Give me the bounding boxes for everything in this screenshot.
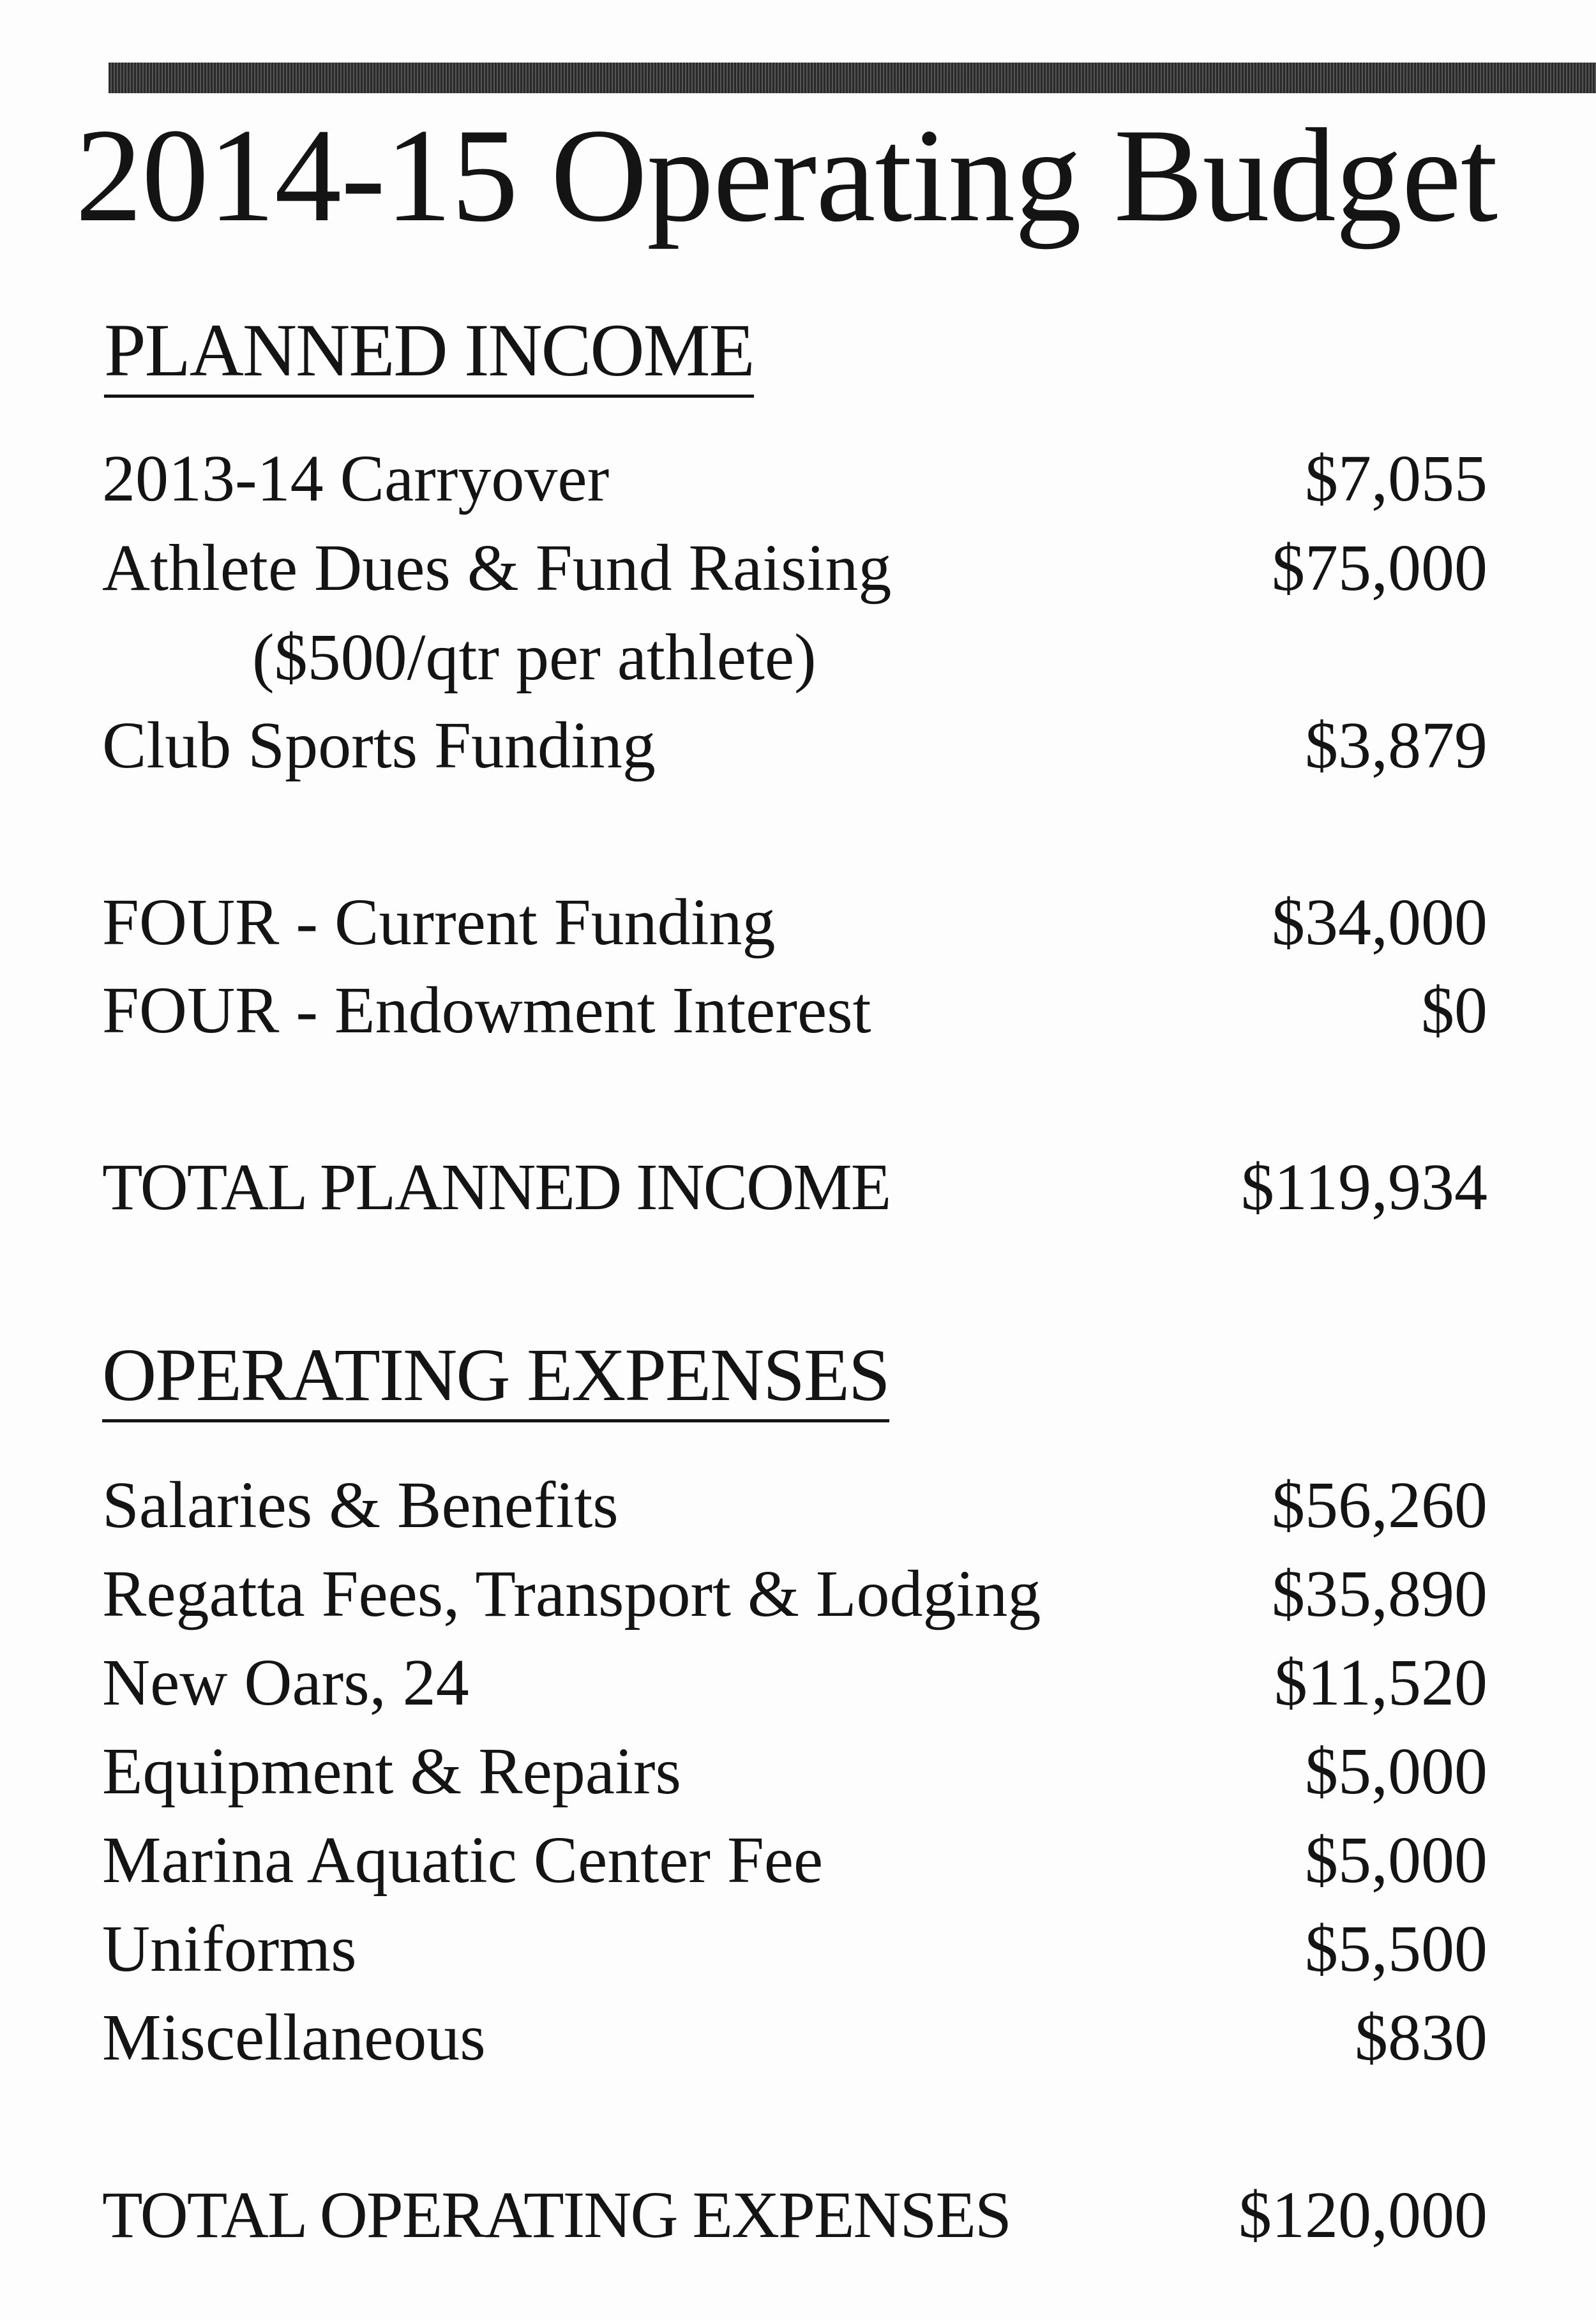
page-title: 2014-15 Operating Budget (75, 102, 1498, 250)
expense-amount: $56,260 (1272, 1468, 1487, 1542)
expenses-total-label: TOTAL OPERATING EXPENSES (102, 2178, 1011, 2252)
expenses-total-amount: $120,000 (1238, 2178, 1487, 2252)
income-label: Club Sports Funding (102, 709, 656, 782)
header-rule (109, 63, 1596, 93)
income-row-club-sports (102, 707, 1487, 784)
expense-label: New Oars, 24 (102, 1646, 469, 1719)
income-row-dues (102, 530, 1487, 606)
income-amount: $3,879 (1305, 709, 1487, 782)
expense-amount: $11,520 (1274, 1646, 1487, 1719)
expense-label: Marina Aquatic Center Fee (102, 1823, 824, 1897)
income-row-four-endowment (102, 972, 1487, 1049)
income-total-amount: $119,934 (1240, 1150, 1487, 1224)
expense-row-oars (102, 1645, 1487, 1721)
income-amount: $0 (1421, 974, 1487, 1047)
income-heading: PLANNED INCOME (104, 313, 754, 398)
expense-row-misc (102, 2000, 1487, 2076)
expenses-total-row (102, 2177, 1487, 2254)
expense-amount: $5,500 (1305, 1912, 1487, 1985)
expense-amount: $5,000 (1305, 1823, 1487, 1897)
income-total-row (102, 1149, 1487, 1226)
expense-label: Regatta Fees, Transport & Lodging (102, 1557, 1041, 1631)
income-label: FOUR - Current Funding (102, 885, 776, 959)
expense-amount: $830 (1355, 2001, 1487, 2074)
income-amount: $34,000 (1272, 885, 1487, 959)
expense-row-regatta (102, 1556, 1487, 1632)
expense-row-salaries (102, 1467, 1487, 1544)
expenses-heading: OPERATING EXPENSES (102, 1337, 889, 1422)
income-amount: $7,055 (1305, 442, 1487, 515)
dues-note: ($500/qtr per athlete) (252, 621, 817, 694)
income-row-carryover (102, 441, 1487, 517)
expense-row-uniforms (102, 1911, 1487, 1987)
expense-amount: $5,000 (1305, 1735, 1487, 1808)
income-label: Athlete Dues & Fund Raising (102, 531, 892, 605)
income-label: FOUR - Endowment Interest (102, 974, 871, 1047)
expense-label: Equipment & Repairs (102, 1735, 681, 1808)
expense-amount: $35,890 (1272, 1557, 1487, 1631)
income-label: 2013-14 Carryover (102, 442, 610, 515)
expense-row-equipment (102, 1733, 1487, 1810)
expense-row-marina (102, 1822, 1487, 1899)
expense-label: Salaries & Benefits (102, 1468, 619, 1542)
expense-label: Miscellaneous (102, 2001, 486, 2074)
income-amount: $75,000 (1272, 531, 1487, 605)
income-total-label: TOTAL PLANNED INCOME (102, 1150, 891, 1224)
income-row-four-current (102, 884, 1487, 961)
expense-label: Uniforms (102, 1912, 357, 1985)
